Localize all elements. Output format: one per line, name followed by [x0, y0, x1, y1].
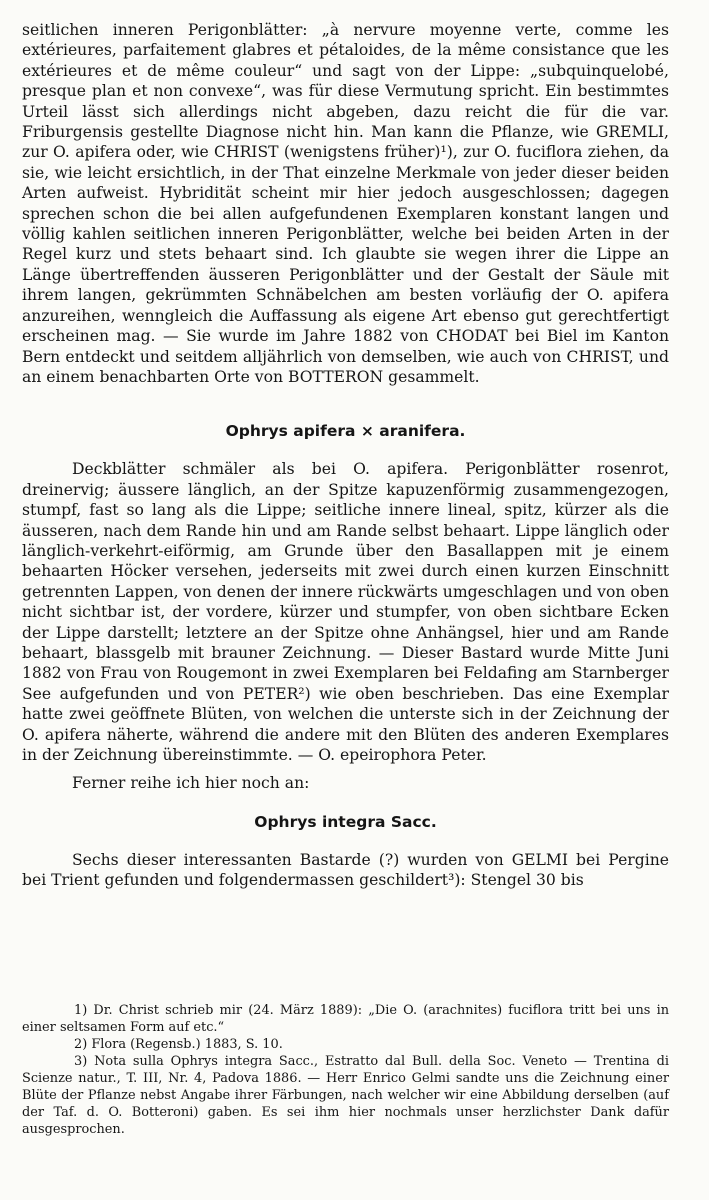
paragraph-4: Sechs dieser interessanten Bastarde (?) wurden von GELMI bei Pergine bei Trient gefunden und folgendermassen geschildert³): Stengel 30 bis: [22, 850, 669, 890]
section-heading-apifera-aranifera: Ophrys apifera × aranifera.: [225, 422, 466, 441]
footnote-2: 2) Flora (Regensb.) 1883, S. 10.: [74, 1037, 283, 1052]
footnote-1: 1) Dr. Christ schrieb mir (24. März 1889): „Die O. (arachnites) fuciflora tritt bei uns in einer seltsamen Form auf etc.“: [22, 1003, 669, 1035]
paragraph-2: Deckblätter schmäler als bei O. apifera. Perigonblätter rosenrot, dreinervig; äussere länglich, an der Spitze kapuzenförmig zusammengezogen, stumpf, fast so lang als die Lippe; seitliche innere lineal, spitz, kürzer als die äusseren, nach dem Rande hin und am Rande selbst behaart. Lippe länglich oder länglich-verkehrt-eiförmig, am Grunde über den Basallappen mit je einem behaarten Höcker versehen, jederseits mit zwei durch einen kurzen Einschnitt getrennten Lappen, von denen der innere rückwärts umgeschlagen und von oben nicht sichtbar ist, der vordere, kürzer und stumpfer, von oben sichtbare Ecken der Lippe darstellt; letztere an der Spitze ohne Anhängsel, hier und am Rande behaart, blassgelb mit brauner Zeichnung. — Dieser Bastard wurde Mitte Juni 1882 von Frau von Rougemont in zwei Exemplaren bei Feldafing am Starnberger See aufgefunden und von PETER²) wie oben beschrieben. Das eine Exemplar hatte zwei geöffnete Blüten, von welchen die unterste sich in der Zeichnung der O. apifera näherte, während die andere mit den Blüten des anderen Exemplares in der Zeichnung übereinstimmte. — O. epeirophora Peter.: [22, 460, 669, 764]
paragraph-1: seitlichen inneren Perigonblätter: „à nervure moyenne verte, comme les extérieures, parfaitement glabres et pétaloides, de la même consistance que les extérieures et de même couleur“ und sagt von der Lippe: „subquinquelobé, presque plan et non convexe“, was für diese Vermutung spricht. Ein bestimmtes Urteil lässt sich allerdings nicht abgeben, dazu reicht die für die var. Friburgensis gestellte Diagnose nicht hin. Man kann die Pflanze, wie GREMLI, zur O. apifera oder, wie CHRIST (wenigstens früher)¹), zur O. fuciflora ziehen, da sie, wie leicht ersichtlich, in der That einzelne Merkmale von jeder dieser beiden Arten aufweist. Hybridität scheint mir hier jedoch ausgeschlossen; dagegen sprechen schon die bei allen aufgefundenen Exemplaren konstant langen und völlig kahlen seitlichen inneren Perigonblätter, welche bei beiden Arten in der Regel kurz und stets behaart sind. Ich glaubte sie wegen ihrer die Lippe an Länge übertreffenden äusseren Perigonblätter und der Gestalt der Säule mit ihrem langen, gekrümmten Schnäbelchen am besten vorläufig der O. apifera anzureihen, wenngleich die Auffassung als eigene Art ebenso gut gerechtfertigt erscheinen mag. — Sie wurde im Jahre 1882 von CHODAT bei Biel im Kanton Bern entdeckt und seitdem alljährlich von demselben, wie auch von CHRIST, und an einem benachbarten Orte von BOTTERON gesammelt.: [22, 21, 669, 386]
footnotes: [22, 1002, 669, 1138]
section-heading-integra: Ophrys integra Sacc.: [254, 812, 437, 831]
paragraph-3: Ferner reihe ich hier noch an:: [72, 774, 310, 793]
footnote-3: 3) Nota sulla Ophrys integra Sacc., Estratto dal Bull. della Soc. Veneto — Trentina di Scienze natur., T. III, Nr. 4, Padova 1886. — Herr Enrico Gelmi sandte uns die Zeichnung einer Blüte der Pflanze nebst Angabe ihrer Färbungen, nach welcher wir eine Abbildung derselben (auf der Taf. d. O. Botteroni) gaben. Es sei ihm hier nochmals unser herzlichster Dank dafür ausgesprochen.: [22, 1054, 669, 1137]
